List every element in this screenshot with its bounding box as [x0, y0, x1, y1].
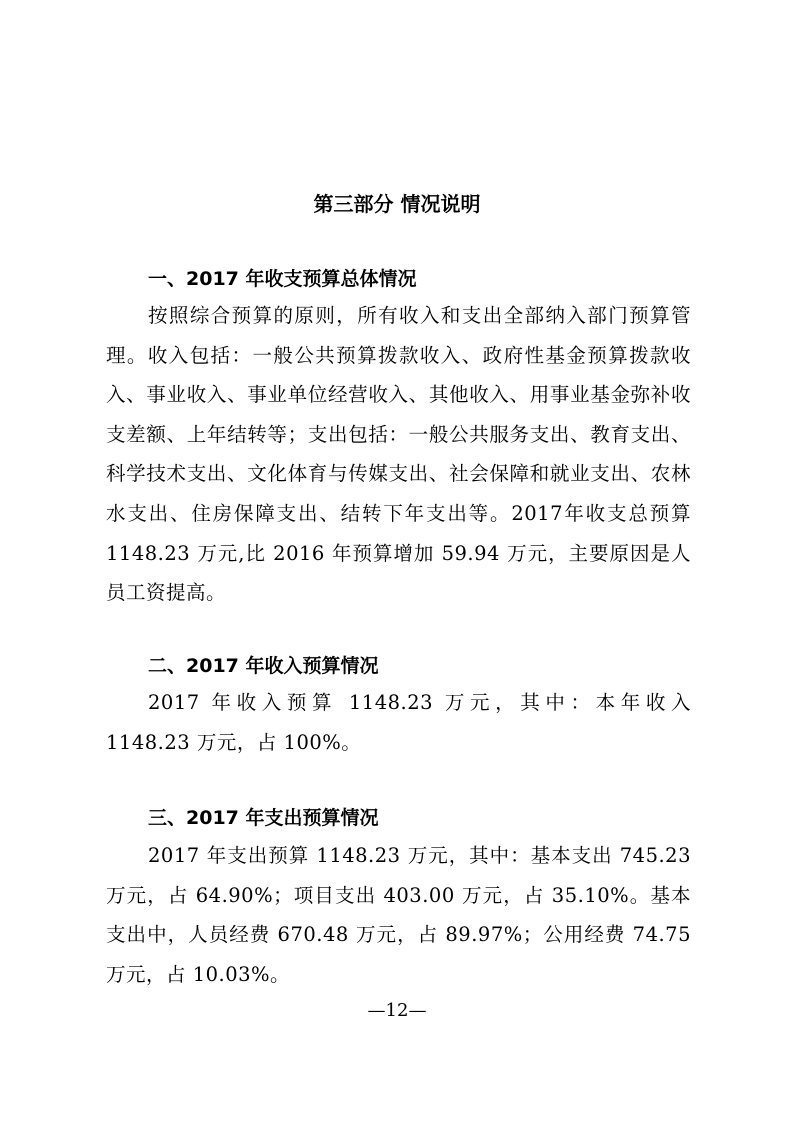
page-number: —12—: [367, 1000, 427, 1021]
section-3-paragraph: 2017 年支出预算 1148.23 万元，其中：基本支出 745.23 万元，占 64.90%；项目支出 403.00 万元，占 35.10%。基本支出中，人员经费 670.48 万元，占 89.97%；公用经费 74.75 万元，占 10.03%。: [106, 844, 691, 986]
section-2-heading: 二、2017 年收入预算情况: [148, 655, 379, 677]
section-1-heading: 一、2017 年收支预算总体情况: [148, 268, 417, 290]
section-3-heading: 三、2017 年支出预算情况: [148, 807, 379, 829]
section-1-paragraph: 按照综合预算的原则，所有收入和支出全部纳入部门预算管理。收入包括：一般公共预算拨款收入、政府性基金预算拨款收入、事业收入、事业单位经营收入、其他收入、用事业基金弥补收支差额、上年结转等；支出包括：一般公共服务支出、教育支出、科学技术支出、文化体育与传媒支出、社会保障和就业支出、农林水支出、住房保障支出、结转下年支出等。2017年收支总预算 1148.23 万元,比 2016 年预算增加 59.94 万元，主要原因是人员工资提高。: [106, 304, 691, 605]
section-2-paragraph: 2017 年收入预算 1148.23 万元，其中：本年收入 1148.23 万元，占 100%。: [106, 691, 691, 754]
page-title: 第三部分 情况说明: [313, 192, 481, 216]
